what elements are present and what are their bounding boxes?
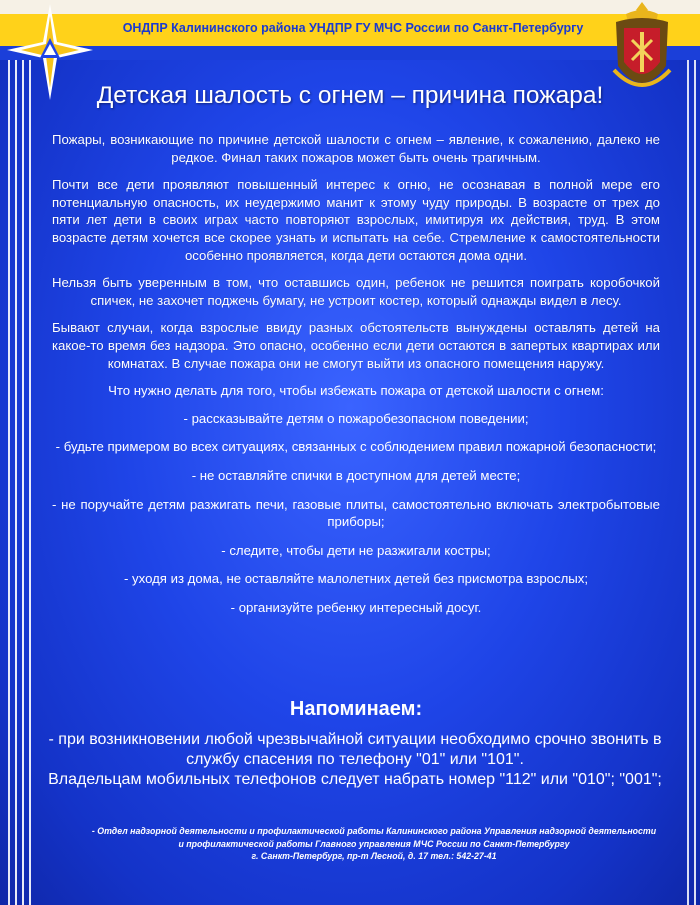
- reminder-text: [40, 730, 670, 790]
- page-title: Детская шалость с огнем – причина пожара!: [96, 82, 604, 109]
- paragraph-intro: Пожары, возникающие по причине детской шалости с огнем – явление, к сожалению, далеко не редкое. Финал таких пожаров может быть очень трагичным.: [52, 132, 660, 165]
- reminder-line-mobile: Владельцам мобильных телефонов следует набрать номер "112" или "010"; "001";: [48, 771, 662, 788]
- rule-item: - будьте примером во всех ситуациях, связанных с соблюдением правил пожарной безопасности;: [55, 439, 657, 455]
- paragraph-locked-rooms: Бывают случаи, когда взрослые ввиду разных обстоятельств вынуждены оставлять детей на какое-то время без надзора. Это опасно, особенно если дети остаются в запертых квартирах или комнатах. В случае пожара они не смогут выйти из опасного помещения наружу.: [52, 320, 660, 371]
- rule-item: - уходя из дома, не оставляйте малолетних детей без присмотра взрослых;: [123, 571, 589, 587]
- rules-list: [52, 410, 660, 617]
- footer-contacts: [60, 825, 688, 863]
- right-decor-lines: [684, 60, 700, 905]
- footer-line: и профилактической работы Главного управления МЧС России по Санкт-Петербургу: [178, 838, 570, 849]
- rule-item: - организуйте ребенку интересный досуг.: [230, 599, 482, 615]
- reminder-title: Напоминаем:: [289, 698, 423, 720]
- rule-item: - не поручайте детям разжигать печи, газовые плиты, самостоятельно включать электробытовые приборы;: [52, 496, 660, 530]
- rule-item: - рассказывайте детям о пожаробезопасном поведении;: [183, 410, 529, 426]
- header-organization: ОНДПР Калининского района УНДПР ГУ МЧС России по Санкт-Петербургу: [122, 21, 584, 35]
- rules-question: Что нужно делать для того, чтобы избежать пожара от детской шалости с огнем:: [108, 383, 604, 399]
- paragraph-left-alone: Нельзя быть уверенным в том, что оставшись один, ребенок не решится поиграть коробочкой спичек, не захочет поджечь бумагу, не устроит костер, который однажды видел в лесу.: [52, 275, 660, 308]
- rule-item: - не оставляйте спички в доступном для детей месте;: [191, 467, 521, 483]
- article-body: [52, 131, 660, 627]
- footer-line: - Отдел надзорной деятельности и профилактической работы Калининского района Управления надзорной деятельности: [91, 826, 657, 836]
- left-decor-lines: [0, 60, 40, 905]
- paragraph-children-interest: Почти все дети проявляют повышенный интерес к огню, не осознавая в полной мере его потенциальную опасность, их неудержимо манит к этому чуду природы. В возрасте от трех до пяти лет дети в своих играх часто повторяют взрослых, имитируя их действия, труд. В этом возрасте детям хочется все скорее узнать и испытать на себе. Стремление к самостоятельности особенно проявляется, когда дети остаются дома одни.: [52, 177, 660, 263]
- rule-item: - следите, чтобы дети не разжигали костры;: [221, 542, 491, 558]
- reminder-line-rescue: - при возникновении любой чрезвычайной ситуации необходимо срочно звонить в службу спасения по телефону "01" или "101".: [48, 731, 662, 768]
- footer-address: г. Санкт-Петербург, пр-т Лесной, д. 17 тел.: 542-27-41: [251, 851, 497, 861]
